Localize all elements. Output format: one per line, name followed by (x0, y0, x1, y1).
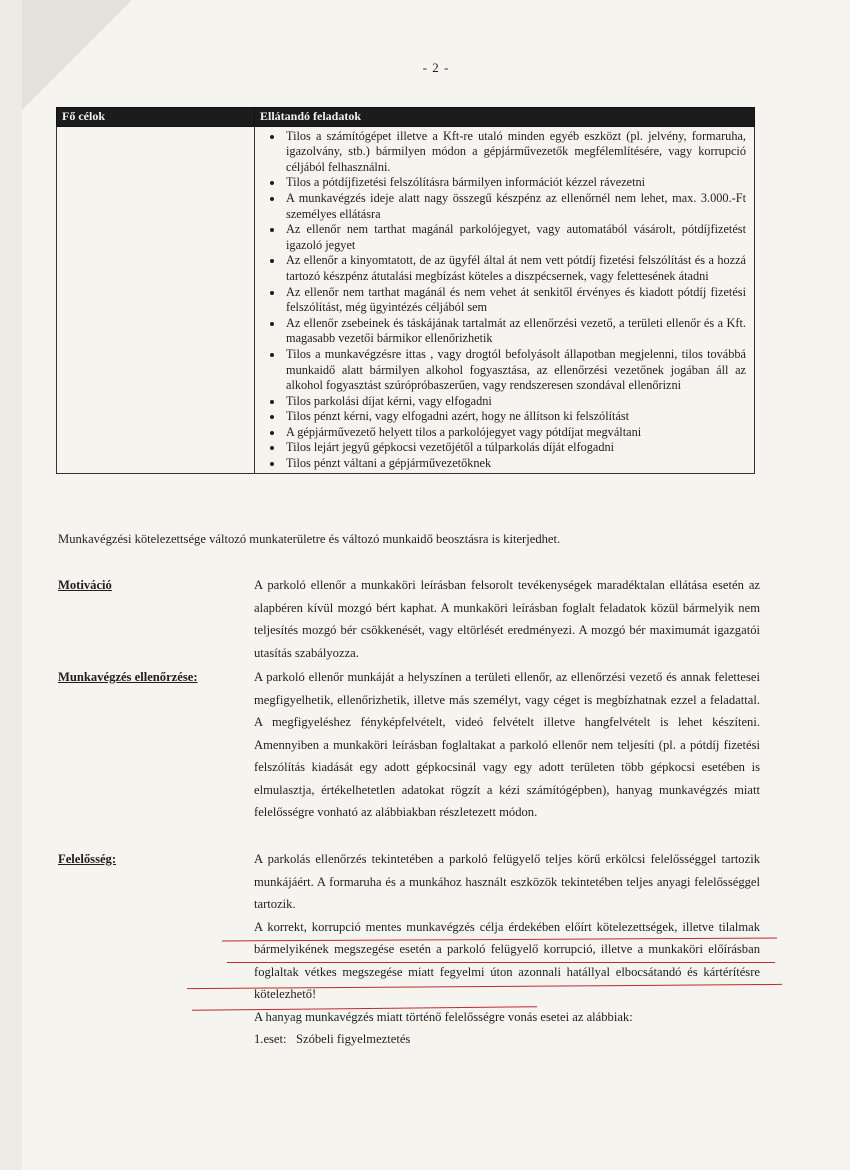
task-item: • Az ellenőr a kinyomtatott, de az ügyfél által át nem vett pótdíj fizetési felszólítást és a hozzá tartozó készpénz átutalási megbízást köteles a diszpécsernek, vagy felettesének átadni (284, 253, 746, 284)
task-item: • Tilos parkolási díjat kérni, vagy elfogadni (284, 394, 746, 410)
red-underline-mark (227, 962, 775, 963)
motivation-label: Motiváció (58, 578, 112, 592)
task-item: • A gépjárművezető helyett tilos a parkolójegyet vagy pótdíjat megváltani (284, 425, 746, 441)
responsibility-label: Felelősség: (58, 852, 117, 866)
task-item: • Az ellenőr nem tarthat magánál és nem vehet át senkitől érvényes és kiadott pótdíj fizetési felszólítást, még ügyintézés céljából sem (284, 285, 746, 316)
responsibility-paragraph-highlighted: A korrekt, korrupció mentes munkavégzés célja érdekében előírt kötelezettségek, illetve tilalmak bármelyikének megszegése esetén a parkoló felügyelő korrupció, illetve a munkaköri előírásban foglaltak vétkes megszegése miatt fegyelmi úton azonnali hatállyal elbocsátandó és kártérítésre kötelezhető! (254, 919, 760, 1001)
page-number: - 2 - (422, 60, 450, 75)
task-item: • Tilos a pótdíjfizetési felszólításra bármilyen információt kézzel rávezetni (284, 175, 746, 191)
document-page (22, 0, 850, 1170)
first-case: 1.eset: Szóbeli figyelmeztetés (254, 1032, 411, 1046)
task-item: • Tilos a számítógépet illetve a Kft-re utaló minden egyéb eszközt (pl. jelvény, formaruha, igazolvány, stb.) bármilyen módon a gépjárművezetők megfélemlítésére, vagy korrupció céljából felhasználni. (284, 129, 746, 176)
header-main-goals: Fő célok (57, 108, 255, 127)
folded-corner (22, 0, 132, 110)
task-item: • Tilos pénzt váltani a gépjárművezetőknek (284, 456, 746, 472)
task-item: • A munkavégzés ideje alatt nagy összegű készpénz az ellenőrnél nem lehet, max. 3.000.-Ft személyes ellátásra (284, 191, 746, 222)
responsibility-paragraph: A hanyag munkavégzés miatt történő felelősségre vonás esetei az alábbiak: (254, 1009, 633, 1024)
work-control-text: A parkoló ellenőr munkáját a helyszínen a területi ellenőr, az ellenőrzési vezető és annak felettesei megfigyelhetik, ellenőrizhetik, illetve más személyt, vagy céget is megbízhatnak ezzel a feladattal. A megfigyeléshez fényképfelvételt, videó felvételt illetve hangfelvételt is lehet készíteni. Amennyiben a munkaköri leírásban foglaltakat a parkoló ellenőr nem teljesíti (pl. a pótdíj fizetési felszólítás kiadását egy adott gépkocsinál vagy egy adott területen több gépkocsi esetében is elmulasztja, értékelhetetlen adatokat rögzít a kézi számítógépben), hanyag munkavégzés miatt felelősségre vonható az alábbiakban részletezett módon. (254, 670, 760, 819)
task-item: • Tilos lejárt jegyű gépkocsi vezetőjétől a túlparkolás díját elfogadni (284, 440, 746, 456)
main-goals-cell (57, 126, 255, 473)
motivation-text: A parkoló ellenőr a munkaköri leírásban felsorolt tevékenységek maradéktalan ellátása esetén az alapbéren kívül mozgó bért kaphat. A munkaköri leírásban foglalt feladatok közül bármelyik nem teljesítés mozgó bér csökkenését, vagy eltörlését eredményezi. A mozgó bér maximumát igazgatói utasítás szabályozza. (254, 578, 760, 660)
tasks-table (56, 107, 755, 474)
work-obligation-statement: Munkavégzési kötelezettsége változó munkaterületre és változó munkaidő beosztásra is kiterjedhet. (58, 532, 561, 546)
task-list (259, 129, 746, 472)
task-item: • Tilos pénzt kérni, vagy elfogadni azért, hogy ne állítson ki felszólítást (284, 409, 746, 425)
task-item: • Az ellenőr nem tarthat magánál parkolójegyet, vagy automatából vásárolt, pótdíjfizetést igazoló jegyet (284, 222, 746, 253)
header-tasks: Ellátandó feladatok (255, 108, 755, 127)
task-item: • Tilos a munkavégzésre ittas , vagy drogtól befolyásolt állapotban megjelenni, tilos továbbá munkaidő alatt bármilyen alkohol fogyasztása, az ellenőrzési vezetőnek jogában áll az alkohol fogyasztást szúrópróbaszerűen, vagy rendszeresen szondával ellenőrizni (284, 347, 746, 394)
responsibility-text (254, 848, 760, 1051)
responsibility-paragraph: A parkolás ellenőrzés tekintetében a parkoló felügyelő teljes körű erkölcsi felelősséggel tartozik munkájáért. A formaruha és a munkához használt eszközök tekintetében teljes anyagi felelősséggel tartozik. (254, 852, 760, 911)
work-control-label: Munkavégzés ellenőrzése: (58, 670, 198, 684)
task-item: • Az ellenőr zsebeinek és táskájának tartalmát az ellenőrzési vezető, a területi ellenőr és a Kft. magasabb vezetői bármikor ellenőrizhetik (284, 316, 746, 347)
tasks-cell (255, 126, 755, 473)
